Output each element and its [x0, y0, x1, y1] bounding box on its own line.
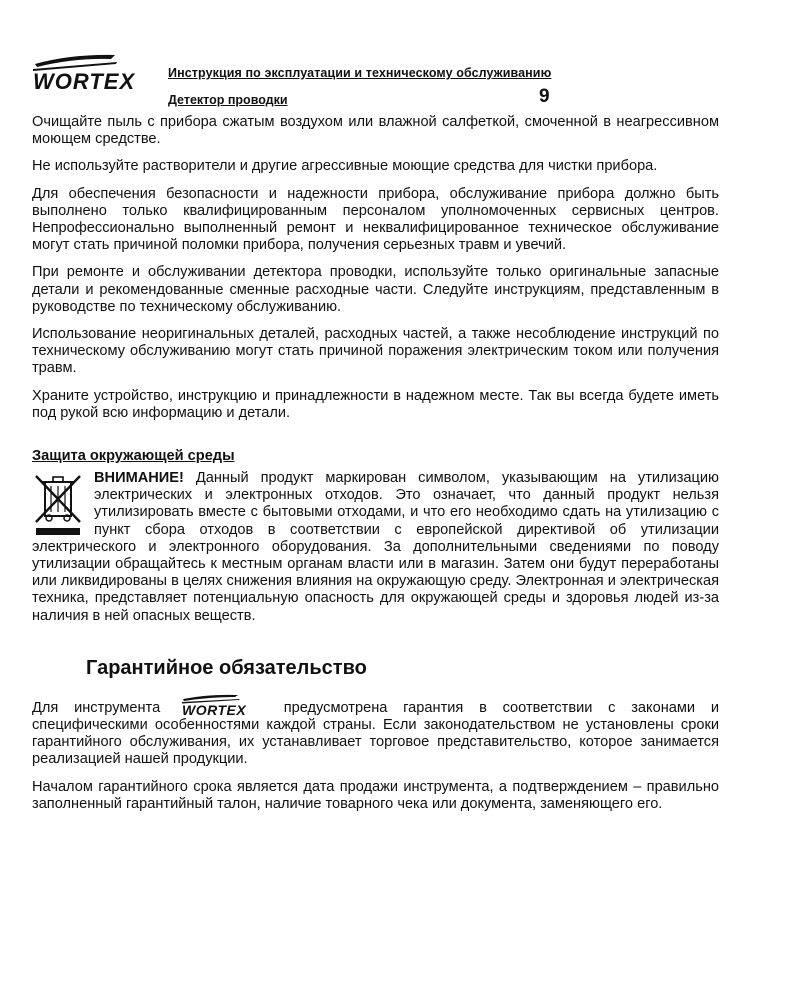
- paragraph: Храните устройство, инструкцию и принадлежности в надежном месте. Так вы всегда будете иметь под рукой всю информацию и детали.: [32, 387, 719, 421]
- svg-text:WORTEX: WORTEX: [33, 69, 136, 94]
- svg-text:WORTEX: WORTEX: [181, 701, 247, 716]
- warranty-paragraph-2: Началом гарантийного срока является дата продажи инструмента, а подтверждением – правильно заполненный гарантийный талон, наличие товарного чека или документа, заменяющего его.: [32, 778, 719, 812]
- warning-label: ВНИМАНИЕ!: [94, 470, 184, 487]
- page-number: 9: [539, 86, 550, 107]
- warranty-paragraph: [32, 694, 719, 769]
- paragraph: Использование неоригинальных деталей, расходных частей, а также несоблюдение инструкций по техническому обслуживанию могут стать причиной поражения электрическим током или получения травм.: [32, 326, 719, 377]
- paragraph: При ремонте и обслуживании детектора проводки, используйте только оригинальные запасные детали и рекомендованные сменные расходные части. Следуйте инструкциям, представленным в руководстве по техническому обслуживанию.: [32, 264, 719, 315]
- wortex-inline-logo: [180, 694, 264, 716]
- document-title: Инструкция по эксплуатации и техническому обслуживанию: [168, 66, 552, 80]
- environment-text: Данный продукт маркирован символом, указывающим на утилизацию электрических и электронных отходов. Это означает, что данный продукт нельзя утилизировать вместе с бытовыми отходами, и что его необходимо сдать на утилизацию с пункт сбора отходов в соответствии с европейской директивой об утилизации электрического и электронного оборудования. За дополнительными сведениями по поводу утилизации обращайтесь к местным органам власти или в магазин. Затем они будут переработаны или ликвидированы в целях снижения влияния на окружающую среду. Электронная и электрическая техника, представляет потенциальную опасность для окружающей среды и здоровья людей из-за наличия в ней опасных веществ.: [32, 470, 719, 624]
- warranty-text-before: Для инструмента: [32, 699, 161, 716]
- paragraph: Для обеспечения безопасности и надежности прибора, обслуживание прибора должно быть выполнено только квалифицированным персоналом уполномоченных сервисных центров. Непрофессионально выполненный ремонт и неквалифицированное техническое обслуживание могут стать причиной поломки прибора, получения серьезных травм и увечий.: [32, 185, 719, 254]
- weee-crossed-bin-icon: [32, 472, 84, 538]
- document-subtitle: Детектор проводки: [168, 93, 288, 107]
- environment-paragraph: [32, 470, 719, 625]
- wortex-logo: [31, 52, 155, 94]
- paragraph: Очищайте пыль с прибора сжатым воздухом или влажной салфеткой, смоченной в неагрессивном моющем средстве.: [32, 114, 719, 148]
- warranty-text-after: предусмотрена гарантия в соответствии с законами и специфическими особенностями каждой страны. Если законодательством не установлены сроки гарантийного обслуживания, их устанавливает торговое представительство, которое занимается реализацией нашей продукции.: [32, 699, 719, 768]
- warranty-title: Гарантийное обязательство: [86, 656, 367, 679]
- document-body: [32, 114, 719, 823]
- environment-heading: Защита окружающей среды: [32, 448, 235, 465]
- paragraph: Не используйте растворители и другие агрессивные моющие средства для чистки прибора.: [32, 158, 658, 175]
